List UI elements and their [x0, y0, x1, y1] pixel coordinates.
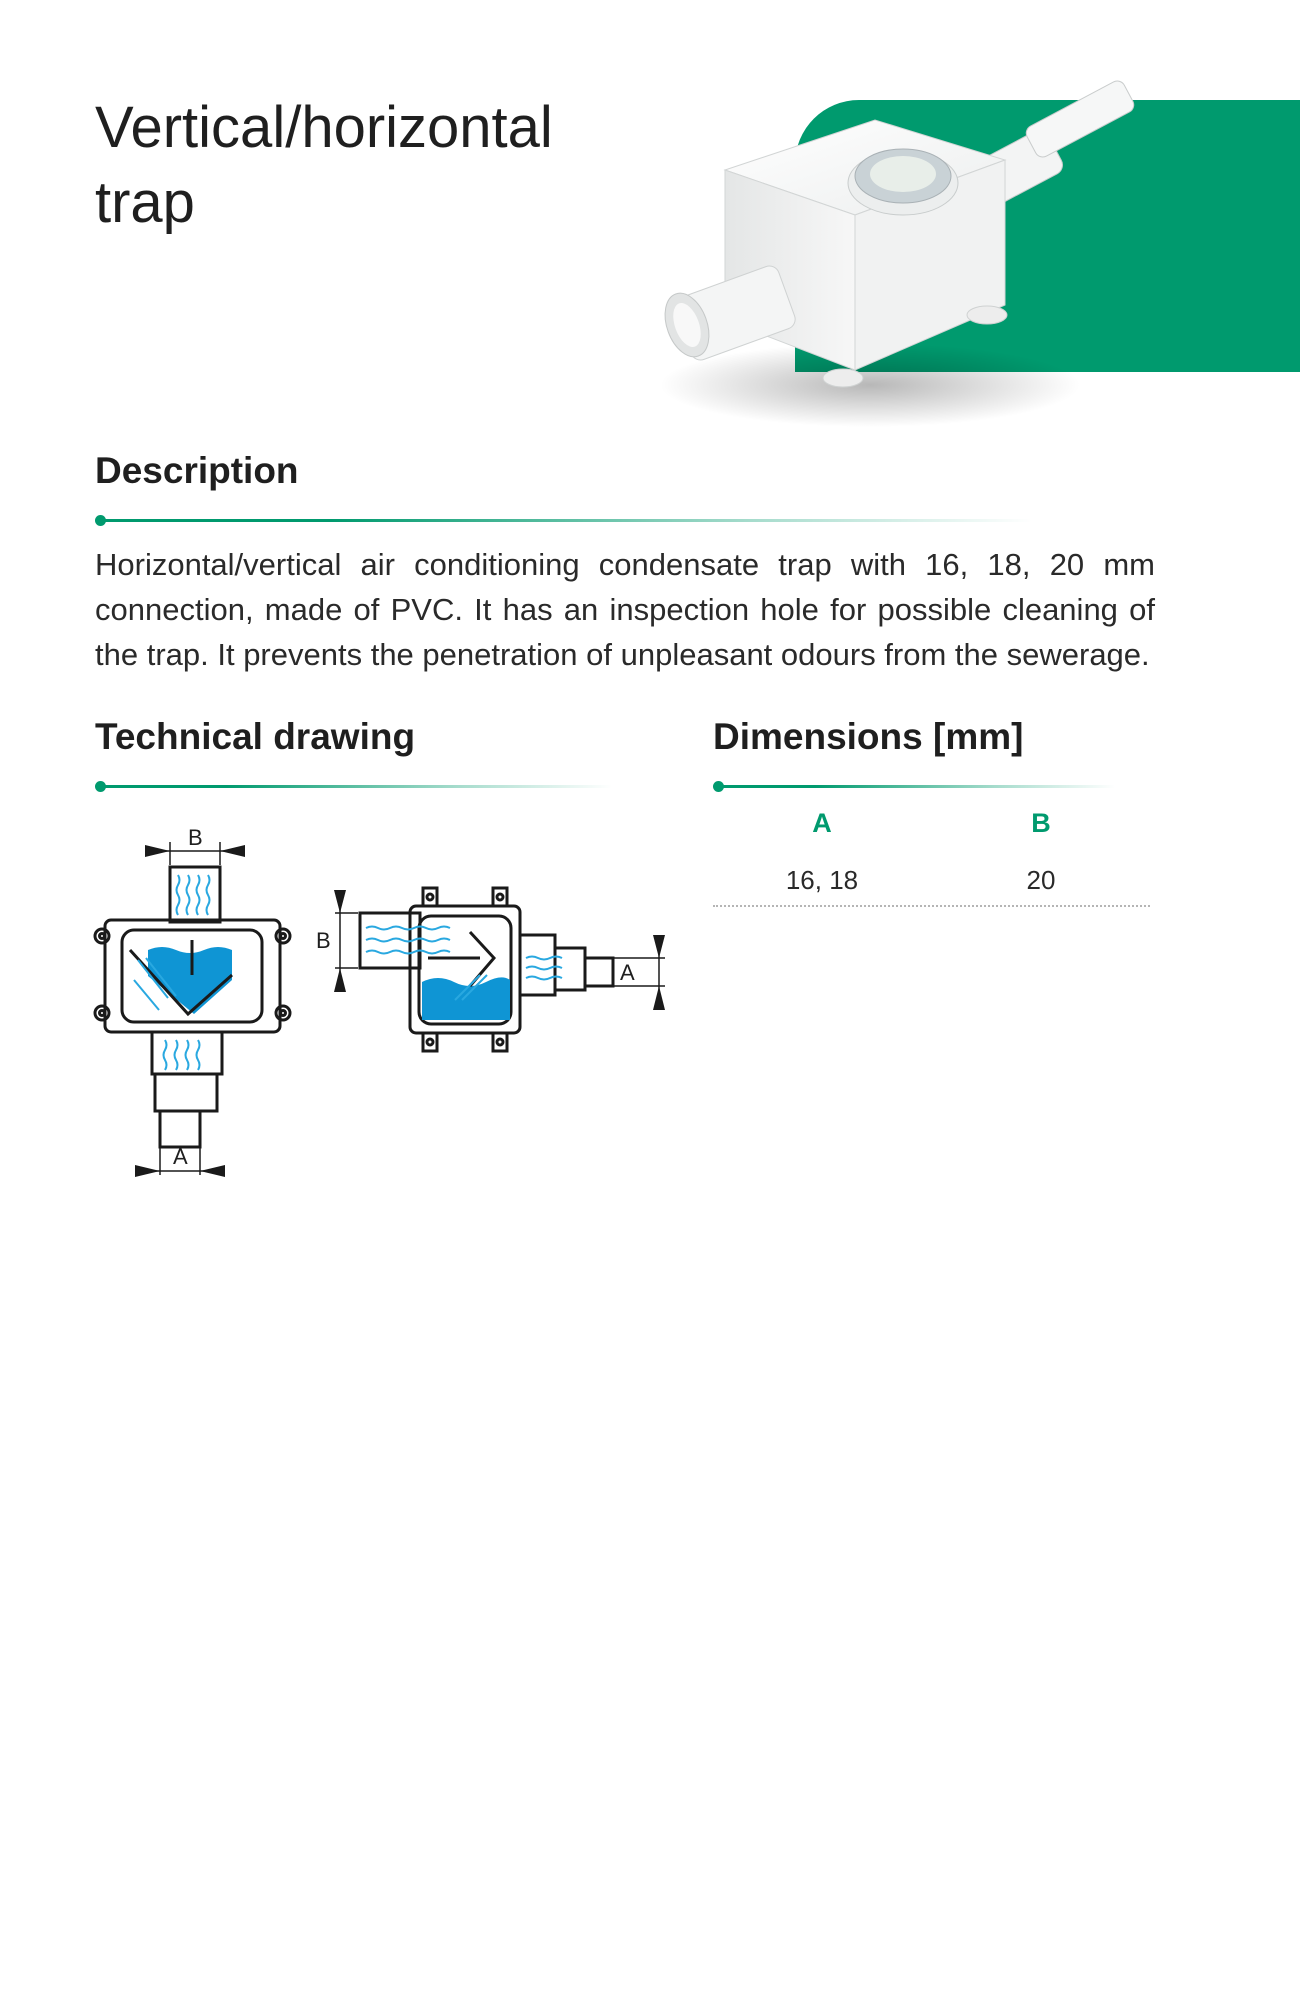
product-photo: [640, 80, 1180, 440]
technical-drawing-heading: Technical drawing: [95, 716, 416, 757]
dimensions-heading: Dimensions [mm]: [713, 716, 1024, 757]
dimensions-cell-a: 16, 18: [785, 865, 859, 895]
dimensions-column-a: A: [812, 808, 832, 838]
divider-dot: [713, 781, 724, 792]
description-divider: [97, 519, 1032, 522]
drawing-label-b-side: B: [316, 928, 331, 953]
dimensions-row-divider: [713, 905, 1150, 907]
dimensions-cell-b: 20: [1026, 865, 1056, 895]
drawing-label-b-top: B: [188, 825, 203, 850]
description-text: Horizontal/vertical air conditioning condensate trap with 16, 18, 20 mm connection, made of PVC. It has an inspection hole for possible cleaning of the trap. It prevents the penetration of unpleasant odours from the sewerage.: [95, 547, 1155, 672]
drawing-label-a-bottom: A: [173, 1144, 188, 1169]
drawing-label-a-side: A: [620, 960, 635, 985]
title-line-1: Vertical/horizontal: [95, 95, 553, 160]
technical-drawing-divider: [97, 785, 612, 788]
technical-drawing: [90, 810, 690, 1200]
page-title: [95, 90, 655, 240]
divider-dot: [95, 781, 106, 792]
description-heading: Description: [95, 450, 299, 491]
title-line-2: trap: [95, 170, 195, 235]
dimensions-divider: [715, 785, 1115, 788]
divider-dot: [95, 515, 106, 526]
dimensions-column-b: B: [1031, 808, 1051, 838]
